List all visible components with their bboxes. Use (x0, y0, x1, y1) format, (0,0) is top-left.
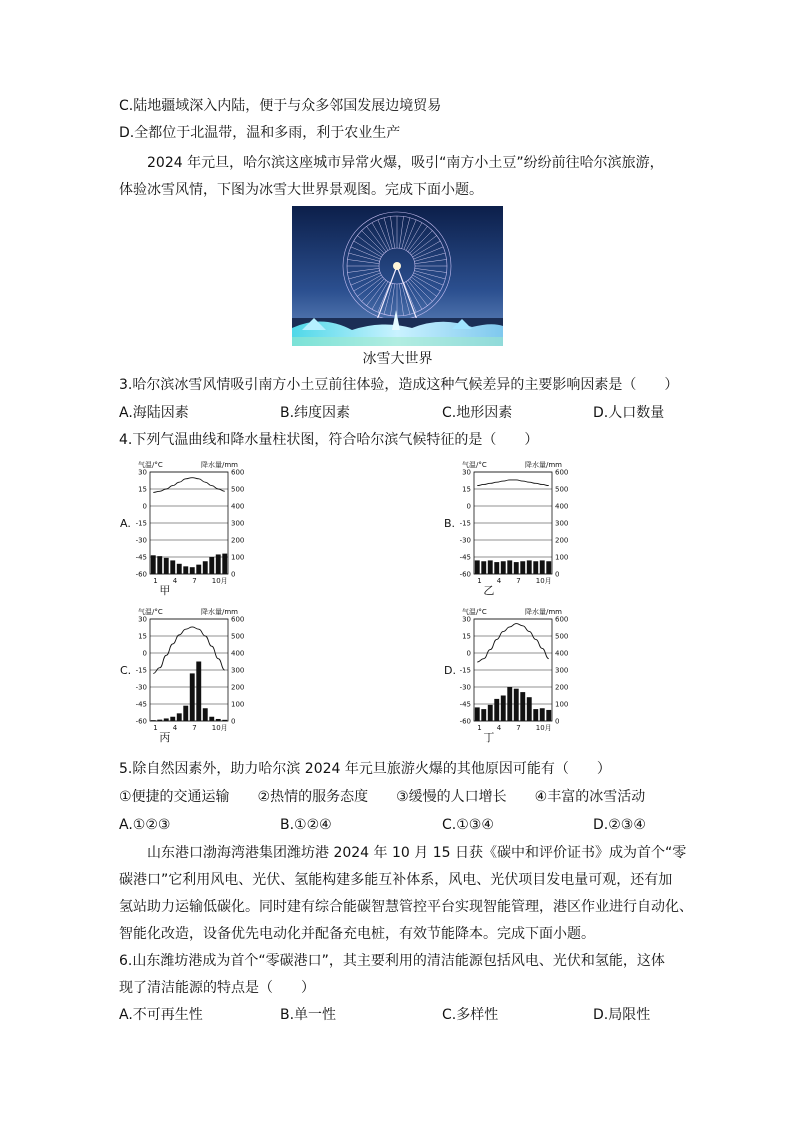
temp-tick-label: -60 (135, 570, 147, 579)
month-tick-label: 10月 (535, 724, 552, 732)
precip-tick-label: 400 (231, 502, 245, 511)
precip-bar (540, 560, 545, 574)
temp-tick-label: -60 (135, 717, 147, 726)
precip-tick-label: 600 (555, 468, 569, 477)
precip-bar (475, 707, 480, 721)
precip-tick-label: 600 (231, 615, 245, 624)
precip-bar (151, 555, 156, 574)
precip-tick-label: 100 (231, 553, 245, 562)
temp-tick-label: 15 (138, 632, 147, 641)
precip-bar (507, 560, 512, 574)
temp-tick-label: -15 (459, 666, 471, 675)
precip-axis-label: 降水量/mm (525, 608, 562, 616)
passage-line1: 山东港口渤海湾港集团潍坊港 2024 年 10 月 15 日获《碳中和评价证书》成为首个“零 (147, 845, 687, 861)
precip-bar (520, 692, 525, 721)
precip-bar (222, 720, 227, 721)
precip-bar (546, 710, 551, 721)
precip-bar (533, 561, 538, 574)
intro-paragraph-line2: 体验冰雪风情，下图为冰雪大世界景观图。完成下面小题。 (119, 182, 483, 198)
question-3: 3.哈尔滨冰雪风情吸引南方小土豆前往体验，造成这种气候差异的主要影响因素是（ ） (119, 377, 679, 393)
precip-bar (527, 560, 532, 574)
precip-bar (157, 556, 162, 574)
temp-tick-label: 0 (142, 649, 147, 658)
climate-chart-d[interactable] (444, 605, 579, 745)
q6-option-b[interactable]: B.单一性 (280, 1007, 337, 1023)
precip-bar (190, 567, 195, 574)
precip-bar (222, 554, 227, 574)
precip-bar (501, 561, 506, 574)
temp-axis-label: 气温/°C (462, 608, 487, 616)
precip-bar (151, 720, 156, 721)
precip-bar (183, 706, 188, 721)
precip-bar (216, 554, 221, 574)
photo-caption: 冰雪大世界 (362, 351, 433, 367)
temp-tick-label: 15 (462, 632, 471, 641)
ice-snow-world-photo (292, 206, 503, 346)
temp-tick-label: -30 (135, 536, 147, 545)
month-tick-label: 4 (496, 724, 502, 732)
precip-tick-label: 200 (231, 683, 245, 692)
precip-tick-label: 500 (231, 632, 245, 641)
chart-option-letter: A. (120, 517, 131, 530)
q6-option-d[interactable]: D.局限性 (593, 1007, 651, 1023)
precip-bar (164, 718, 169, 721)
precip-tick-label: 0 (555, 717, 560, 726)
precip-tick-label: 400 (555, 649, 569, 658)
temp-tick-label: -15 (459, 519, 471, 528)
temp-tick-label: 15 (462, 485, 471, 494)
precip-bar (203, 708, 208, 721)
month-tick-label: 10月 (211, 577, 228, 585)
temp-tick-label: 30 (138, 615, 147, 624)
precip-bar (177, 713, 182, 721)
climate-chart-c[interactable] (120, 605, 255, 745)
precip-bar (520, 561, 525, 574)
precip-bar (203, 561, 208, 574)
precip-tick-label: 100 (231, 700, 245, 709)
question-5: 5.除自然因素外，助力哈尔滨 2024 年元旦旅游火爆的其他原因可能有（ ） (119, 761, 611, 777)
temp-tick-label: 0 (466, 649, 471, 658)
q5-option-a[interactable]: A.①②③ (119, 817, 171, 833)
chart-name: 甲 (159, 584, 171, 597)
q5-option-d[interactable]: D.②③④ (593, 817, 646, 833)
precip-tick-label: 300 (231, 666, 245, 675)
precip-tick-label: 300 (555, 519, 569, 528)
climate-chart-a[interactable] (120, 458, 255, 598)
precip-bar (527, 697, 532, 721)
chart-name: 乙 (483, 584, 495, 597)
q6-option-c[interactable]: C.多样性 (442, 1007, 499, 1023)
temp-tick-label: -60 (459, 570, 471, 579)
precip-axis-label: 降水量/mm (201, 461, 238, 469)
precip-bar (209, 557, 214, 574)
precip-tick-label: 400 (555, 502, 569, 511)
temp-tick-label: -15 (135, 519, 147, 528)
option-c-line: C.陆地疆域深入内陆，便于与众多邻国发展边境贸易 (119, 98, 442, 114)
precip-bar (196, 662, 201, 722)
month-tick-label: 7 (516, 724, 521, 732)
precip-bar (501, 696, 506, 722)
temp-tick-label: -45 (459, 553, 471, 562)
climate-chart-a-svg (120, 458, 255, 598)
precip-bar (494, 562, 499, 574)
precip-bar (481, 561, 486, 574)
temp-tick-label: 0 (466, 502, 471, 511)
month-tick-label: 7 (516, 577, 521, 585)
climate-chart-c-svg (120, 605, 255, 745)
precip-tick-label: 200 (555, 536, 569, 545)
temp-tick-label: -45 (135, 700, 147, 709)
passage-line2: 碳港口”它利用风电、光伏、氢能构建多能互补体系，风电、光伏项目发电量可观，还有加 (119, 872, 673, 888)
temperature-curve (153, 478, 225, 493)
precip-bar (183, 566, 188, 574)
month-tick-label: 10月 (535, 577, 552, 585)
temp-tick-label: -30 (135, 683, 147, 692)
precip-bar (488, 560, 493, 574)
q3-option-d[interactable]: D.人口数量 (593, 405, 665, 421)
precip-bar (209, 717, 214, 721)
precip-bar (170, 560, 175, 574)
month-tick-label: 1 (477, 724, 482, 732)
temperature-curve (477, 624, 549, 663)
q3-option-c[interactable]: C.地形因素 (442, 405, 513, 421)
q5-option-c[interactable]: C.①③④ (442, 817, 494, 833)
option-d-line: D.全都位于北温带，温和多雨，利于农业生产 (119, 125, 401, 141)
precip-bar (190, 673, 195, 721)
month-tick-label: 7 (192, 577, 197, 585)
precip-tick-label: 500 (231, 485, 245, 494)
question-4: 4.下列气温曲线和降水量柱状图，符合哈尔滨气候特征的是（ ） (119, 432, 539, 448)
temp-axis-label: 气温/°C (138, 461, 163, 469)
chart-option-letter: D. (444, 664, 456, 677)
q3-option-b[interactable]: B.纬度因素 (280, 405, 351, 421)
precip-bar (540, 708, 545, 721)
q5-option-b[interactable]: B.①②④ (280, 817, 332, 833)
precip-bar (514, 562, 519, 574)
temp-tick-label: -15 (135, 666, 147, 675)
question-6-line1: 6.山东潍坊港成为首个“零碳港口”，其主要利用的清洁能源包括风电、光伏和氢能，这体 (119, 953, 665, 969)
temp-tick-label: -45 (135, 553, 147, 562)
chart-option-letter: B. (444, 517, 456, 530)
climate-chart-b[interactable] (444, 458, 579, 598)
precip-tick-label: 200 (231, 536, 245, 545)
temperature-curve (153, 627, 225, 673)
precip-bar (481, 709, 486, 721)
temp-tick-label: 15 (138, 485, 147, 494)
month-tick-label: 4 (172, 577, 178, 585)
climate-chart-d-svg (444, 605, 579, 745)
precip-bar (475, 560, 480, 574)
temp-tick-label: -60 (459, 717, 471, 726)
month-tick-label: 7 (192, 724, 197, 732)
precip-bar (216, 719, 221, 721)
temp-tick-label: 30 (462, 468, 471, 477)
precip-bar (177, 564, 182, 574)
temp-tick-label: 0 (142, 502, 147, 511)
month-tick-label: 10月 (211, 724, 228, 732)
chart-name: 丁 (483, 731, 495, 744)
precip-axis-label: 降水量/mm (525, 461, 562, 469)
precip-bar (507, 687, 512, 721)
passage-line3: 氢站助力运输低碳化。同时建有综合能碳智慧管控平台实现智能管理，港区作业进行自动化、 (119, 899, 693, 915)
q6-option-a[interactable]: A.不可再生性 (119, 1007, 203, 1023)
temperature-curve (477, 480, 549, 486)
month-tick-label: 1 (153, 724, 158, 732)
month-tick-label: 4 (172, 724, 178, 732)
temp-axis-label: 气温/°C (138, 608, 163, 616)
precip-bar (196, 565, 201, 574)
temp-tick-label: 30 (138, 468, 147, 477)
temp-axis-label: 气温/°C (462, 461, 487, 469)
precip-bar (494, 699, 499, 721)
precip-bar (164, 558, 169, 574)
precip-bar (514, 689, 519, 721)
month-tick-label: 4 (496, 577, 502, 585)
precip-bar (170, 717, 175, 721)
temp-tick-label: -30 (459, 683, 471, 692)
precip-tick-label: 100 (555, 553, 569, 562)
precip-tick-label: 0 (231, 570, 236, 579)
precip-tick-label: 400 (231, 649, 245, 658)
precip-tick-label: 500 (555, 632, 569, 641)
q3-option-a[interactable]: A.海陆因素 (119, 405, 189, 421)
precip-bar (533, 709, 538, 721)
precip-tick-label: 600 (555, 615, 569, 624)
q5-statements: ①便捷的交通运输 ②热情的服务态度 ③缓慢的人口增长 ④丰富的冰雪活动 (119, 789, 646, 805)
precip-bar (157, 720, 162, 721)
precip-axis-label: 降水量/mm (201, 608, 238, 616)
intro-paragraph-line1: 2024 年元旦，哈尔滨这座城市异常火爆，吸引“南方小土豆”纷纷前往哈尔滨旅游， (147, 155, 664, 171)
month-tick-label: 1 (153, 577, 158, 585)
precip-tick-label: 0 (555, 570, 560, 579)
temp-tick-label: -30 (459, 536, 471, 545)
temp-tick-label: 30 (462, 615, 471, 624)
passage-line4: 智能化改造，设备优先电动化并配备充电桩，有效节能降本。完成下面小题。 (119, 926, 595, 942)
climate-chart-b-svg (444, 458, 579, 598)
chart-name: 丙 (159, 731, 171, 744)
precip-tick-label: 0 (231, 717, 236, 726)
month-tick-label: 1 (477, 577, 482, 585)
precip-tick-label: 300 (231, 519, 245, 528)
temp-tick-label: -45 (459, 700, 471, 709)
chart-option-letter: C. (120, 664, 132, 677)
question-6-line2: 现了清洁能源的特点是（ ） (119, 980, 315, 996)
precip-tick-label: 100 (555, 700, 569, 709)
precip-tick-label: 500 (555, 485, 569, 494)
precip-tick-label: 200 (555, 683, 569, 692)
precip-tick-label: 300 (555, 666, 569, 675)
precip-bar (488, 705, 493, 721)
precip-bar (546, 561, 551, 574)
precip-tick-label: 600 (231, 468, 245, 477)
